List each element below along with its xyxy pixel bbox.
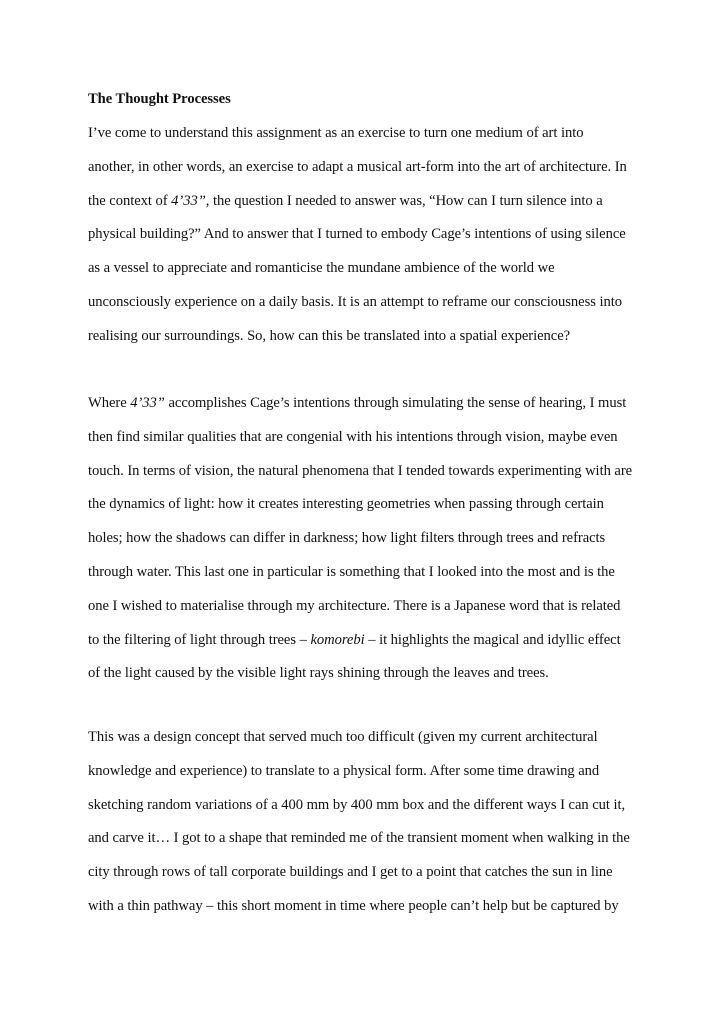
text-line: then find similar qualities that are congenial with his intentions through vision, maybe even bbox=[88, 428, 618, 445]
italic-title: 4’33” bbox=[171, 192, 206, 209]
text-line: and carve it… I got to a shape that reminded me of the transient moment when walking in the bbox=[88, 830, 630, 847]
text-line: to the filtering of light through trees – komorebi – it highlights the magical and idyllic effect bbox=[88, 631, 621, 648]
text-line: knowledge and experience) to translate to a physical form. After some time drawing and bbox=[88, 762, 600, 779]
text-line: physical building?” And to answer that I turned to embody Cage’s intentions of using silence bbox=[88, 226, 626, 243]
text-line: city through rows of tall corporate buildings and I get to a point that catches the sun in line bbox=[88, 864, 613, 881]
text-line: another, in other words, an exercise to adapt a musical art-form into the art of architecture. In bbox=[88, 158, 627, 175]
italic-title: 4’33” bbox=[130, 395, 165, 411]
text-line: with a thin pathway – this short moment in time where people can’t help but be captured by bbox=[88, 898, 619, 914]
text-line: as a vessel to appreciate and romanticise the mundane ambience of the world we bbox=[88, 260, 555, 277]
text-line: of the light caused by the visible light rays shining through the leaves and trees. bbox=[88, 665, 549, 682]
text-line: one I wished to materialise through my architecture. There is a Japanese word that is related bbox=[88, 597, 621, 614]
italic-title: komorebi bbox=[310, 631, 365, 648]
text-line: sketching random variations of a 400 mm by 400 mm box and the different ways I can cut it, bbox=[88, 796, 626, 813]
text-line: Where 4’33” accomplishes Cage’s intentions through simulating the sense of hearing, I must bbox=[88, 395, 627, 411]
text-line: touch. In terms of vision, the natural phenomena that I tended towards experimenting with are bbox=[88, 462, 633, 479]
text-line: the dynamics of light: how it creates interesting geometries when passing through certain bbox=[88, 496, 604, 513]
text-line: realising our surroundings. So, how can this be translated into a spatial experience? bbox=[88, 327, 571, 344]
section-heading: The Thought Processes bbox=[88, 91, 231, 107]
text-line: holes; how the shadows can differ in darkness; how light filters through trees and refracts bbox=[88, 530, 606, 547]
text-line: unconsciously experience on a daily basis. It is an attempt to reframe our consciousness into bbox=[88, 294, 622, 310]
text-line: through water. This last one in particular is something that I looked into the most and is the bbox=[88, 564, 615, 580]
text-line: the context of 4’33”, the question I needed to answer was, “How can I turn silence into a bbox=[88, 192, 603, 209]
text-line: I’ve come to understand this assignment as an exercise to turn one medium of art into bbox=[88, 125, 584, 141]
text-line: This was a design concept that served much too difficult (given my current architectural bbox=[88, 729, 598, 745]
